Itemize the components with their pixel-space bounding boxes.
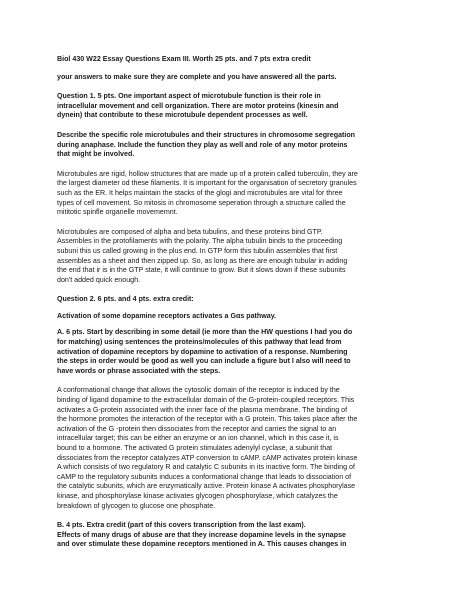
question-1-answer-paragraph-1: Microtubules are rigid, hollow structures that are made up of a protein called tuberculin, they are the largest diameter od these filaments. It is important for the organisation of secretory granules such as the ER. It helps maintain the stacks of the glogi and microtubules are vital for three types of cell movement. So mitosis in chromosome seperation through a structure called the mititotic spinfle organelle movememnt. (57, 169, 358, 217)
question-1-heading: Question 1. 5 pts. One important aspect of microtubule function is their role in intracellular movement and cell organization. There are motor proteins (kinesin and dynein) that contribute to these microtubule dependent processes as well. (57, 92, 339, 120)
question-2a-answer: A conformational change that allows the cytosolic domain of the receptor is induced by the binding of ligand dopamine to the extracellular domain of the G-protein-coupled receptors. This activates a G-protein associated with the inner face of the plasma membrane. The binding of the hormone promotes the interaction of the receptor with a G protein. This takes place after the activation of the G -protein then dissociates from the receptor and carries the signal to an intracellular target; this can be either an enzyme or an ion channel, which in this case it, is bound to a hormone. The activated G protein stimulates adenylyl cyclase, a subunit that dissociates from the receptor catalyzes ATP conversion to cAMP. cAMP activates protein kinase A which consists of two regulatory R and catalytic C subunits in its inactive form. The binding of cAMP to the regulatory subunits induces a conformational change that leads to dissociation of the catalytic subunits, which are enzymatically active. Protein kinase A activates phosphorylase kinase, and phosphorylase kinase activates glycogen phosphorylase, which catalyzes the breakdown of glycogen to glucose one phosphate. (57, 386, 358, 510)
question-2-subheading: Activation of some dopamine receptors activates a Gαs pathway. (57, 311, 277, 320)
question-1-answer-paragraph-2: Microtubules are composed of alpha and beta tubulins, and these proteins bind GTP. Assembles in the protofilaments with the polarity. The alpha tubulin binds to the proceeding subuni this us called growing in the plus end. In GTP form this tubulin assembles that first assembles as a sheet and then zipped up. So, as long as there are enough tubular in adding the end that ir is in the GTP state, it will continue to grow. But it slows down if these subunits don't added quick enough. (57, 227, 348, 284)
question-2b-prompt: B. 4 pts. Extra credit (part of this covers transcription from the last exam). Effects of many drugs of abuse are that they increase dopamine levels in the synapse and over stimulate these dopamine receptors mentioned in A. This causes changes in (57, 521, 347, 549)
question-2-heading: Question 2. 6 pts. and 4 pts. extra credit: (57, 295, 194, 304)
question-1-prompt: Describe the specific role microtubules and their structures in chromosome segregation during anaphase. Include the function they play as well and role of any motor proteins that might be involved. (57, 130, 356, 159)
exam-title: Biol 430 W22 Essay Questions Exam III. Worth 25 pts. and 7 pts extra credit (57, 55, 311, 63)
instruction-line: your answers to make sure they are complete and you have answered all the parts. (57, 72, 337, 81)
question-2a-prompt: A. 6 pts. Start by describing in some detail (ie more than the HW questions I had you do for matching) using sentences the proteins/molecules of this pathway that lead from activation of dopamine receptors by dopamine to activation of a response. Numbering the steps in order would be good as well you can include a figure but I also will need to have words or phrase associated with the steps. (57, 328, 353, 375)
